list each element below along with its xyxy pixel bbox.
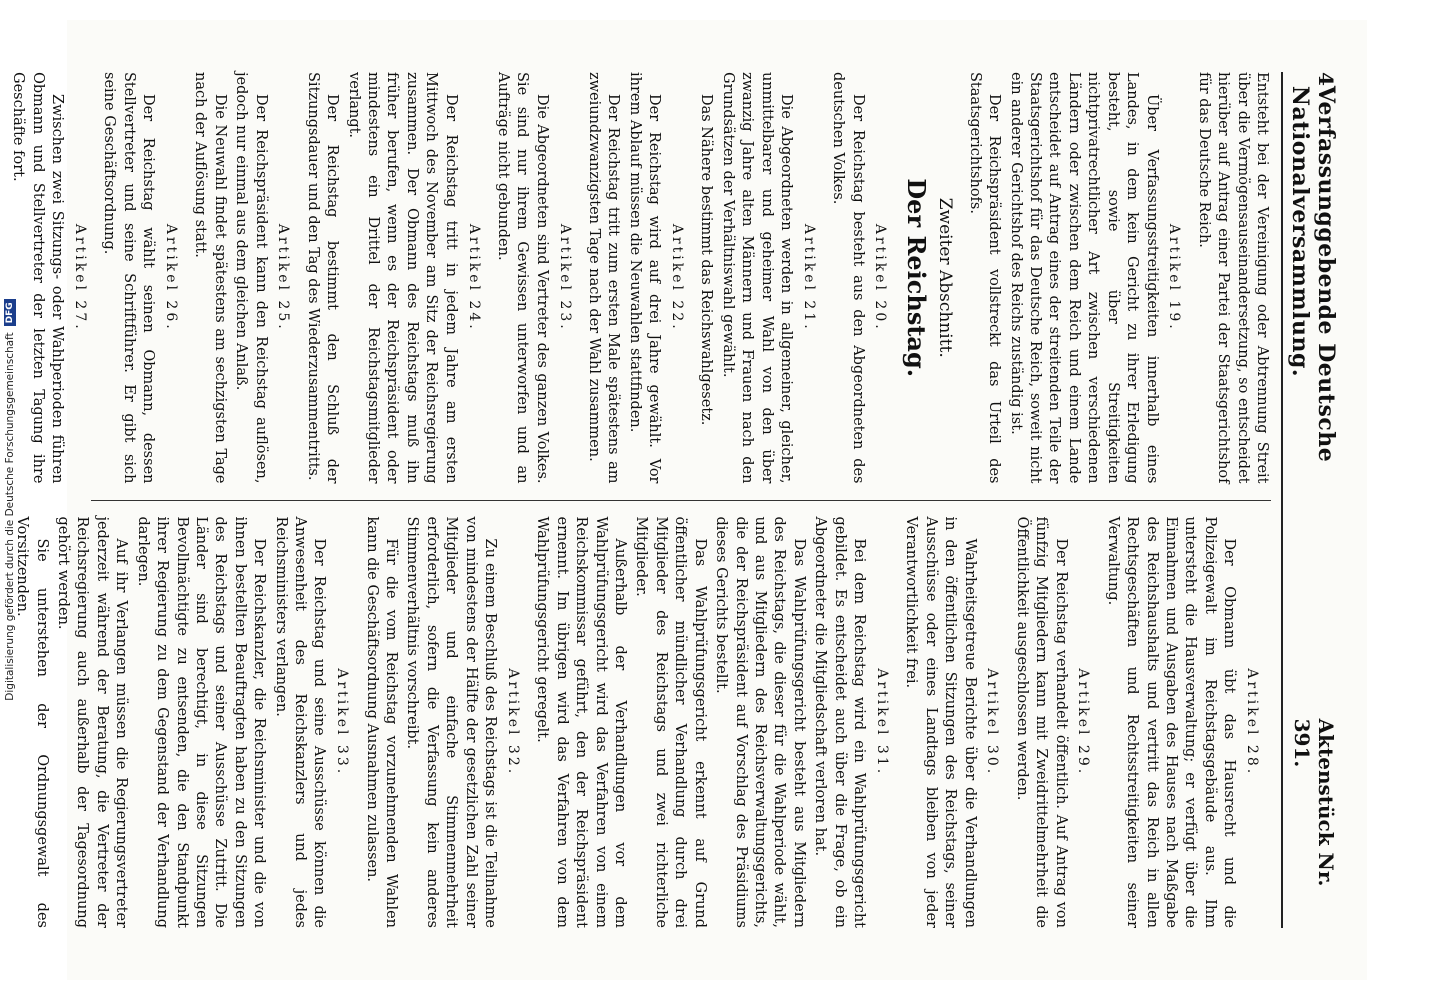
paragraph: Auf ihr Verlangen müssen die Regierungsvertreter jederzeit während der Beratung, die Vertreter der Reichsregierung auch außerhalb der Tagesordnung gehört werden. bbox=[54, 516, 130, 928]
paragraph: Der Reichstag wählt seinen Obmann, dessen Stellvertreter und seine Schriftführer. Er gibt sich seine Geschäftsordnung. bbox=[101, 72, 157, 484]
article-heading: Artikel 25. bbox=[275, 223, 292, 332]
paragraph: Entsteht bei der Vereinigung oder Abtrennung Streit über die Vermögensauseinandersetzung, so entscheidet hierüber auf Antrag einer Partei der Staatsgerichtshof für das Deutsche Reich. bbox=[1195, 72, 1270, 484]
article-heading: Artikel 22. bbox=[668, 223, 685, 332]
article-heading: Artikel 32. bbox=[504, 668, 521, 777]
paragraph: Der Reichstag wird auf drei Jahre gewählt. Vor ihrem Ablauf müssen die Neuwahlen stattfinden. bbox=[626, 72, 663, 484]
article-heading: Artikel 29. bbox=[1075, 668, 1092, 777]
paragraph: Zwischen zwei Sitzungs- oder Wahlperioden führen Obmann und Stellvertreter der letzten Tagung ihre Geschäfte fort. bbox=[10, 72, 66, 484]
paragraph: Der Reichstag und seine Ausschüsse können die Anwesenheit des Reichskanzlers und jedes Reichsministers verlangen. bbox=[272, 516, 328, 928]
paragraph: Sie unterstehen der Ordnungsgewalt des Vorsitzenden. bbox=[14, 516, 50, 928]
paragraph: Der Reichspräsident kann den Reichstag auflösen, jedoch nur einmal aus dem gleichen Anlaß. bbox=[233, 72, 269, 484]
credit-text: Digitalisierung gefördert durch die Deutsche Forschungsgemeinschaft bbox=[4, 332, 16, 701]
article-heading: Artikel 19. bbox=[1166, 223, 1183, 332]
article-heading: Artikel 31. bbox=[873, 668, 890, 777]
paragraph: Der Reichspräsident vollstreckt das Urteil des Staatsgerichtshofs. bbox=[966, 72, 1003, 484]
document-reference: Aktenstück Nr. 391. bbox=[1290, 718, 1338, 887]
paragraph: Bei dem Reichstag wird ein Wahlprüfungsgericht gebildet. Es entscheidet auch über die Frage, ob ein Abgeordneter die Mitgliedschaft verloren hat. bbox=[812, 516, 868, 928]
paragraph: Außerhalb der Verhandlungen vor dem Wahlprüfungsgericht wird das Verfahren von einem Reichskommissar geführt, den der Reichspräsident ernennt. Im übrigen wird das Verfahren von dem Wahlprüfungsgericht geregelt. bbox=[534, 516, 629, 928]
paragraph: Die Abgeordneten werden in allgemeiner, gleicher, unmittelbarer und geheimer Wahl von den über zwanzig Jahre alten Männern und Frauen nach den Grundsätzen der Verhältniswahl gewählt. bbox=[719, 72, 795, 484]
article-heading: Artikel 23. bbox=[556, 223, 573, 332]
paragraph: Für die vom Reichstag vorzunehmenden Wahlen kann die Geschäftsordnung Ausnahmen zulassen. bbox=[363, 516, 400, 928]
paragraph: Das Wahlprüfungsgericht erkennt auf Grund öffentlicher mündlicher Verhandlung durch drei Mitglieder des Reichstags und zwei richterliche Mitglieder. bbox=[633, 516, 708, 928]
article-heading: Artikel 30. bbox=[984, 668, 1001, 777]
paragraph: Der Reichstag besteht aus den Abgeordneten des deutschen Volkes. bbox=[830, 72, 866, 484]
paragraph: Das Wahlprüfungsgericht besteht aus Mitgliedern des Reichstags, die dieser für die Wahlperiode wählt, und aus Mitgliedern des Reichsverwaltungsgerichts, die der Reichspräsident auf Vorschlag des Präsidiums dieses Gerichts bestellt. bbox=[713, 516, 807, 928]
section-label: Zweiter Abschnitt. bbox=[935, 197, 956, 358]
article-heading: Artikel 24. bbox=[465, 223, 482, 332]
paragraph: Der Obmann übt das Hausrecht und die Polizeigewalt im Reichstagsgebäude aus. Ihm untersteht die Hausverwaltung; er verfügt über die Einnahmen und Ausgaben des Hauses nach Maßgabe des Reichshaushalts und vertritt das Reich in allen Rechtsgeschäften und Rechtsstreitigkeiten seiner Verwaltung. bbox=[1104, 516, 1238, 928]
article-heading: Artikel 33. bbox=[334, 668, 351, 777]
paragraph: Der Reichstag verhandelt öffentlich. Auf Antrag von fünfzig Mitgliedern kann mit Zweidrittelmehrheit die Öffentlichkeit ausgeschlossen werden. bbox=[1013, 516, 1069, 928]
column-divider bbox=[91, 500, 1271, 501]
paragraph: Die Abgeordneten sind Vertreter des ganzen Volkes. Sie sind nur ihrem Gewissen unterworfen und an Aufträge nicht gebunden. bbox=[494, 72, 550, 484]
paragraph: Der Reichstag tritt in jedem Jahre am ersten Mittwoch des November am Sitz der Reichsregierung zusammen. Der Obmann des Reichstags muß ihn früher berufen, wenn es der Reichspräsident oder mindestens ein Drittel der Reichstagsmitglieder verlangt. bbox=[345, 72, 459, 484]
paragraph: Wahrheitsgetreue Berichte über die Verhandlungen in den öffentlichen Sitzungen des Reichstags, seiner Ausschüsse oder eines Landtags bleiben von jeder Verantwortlichkeit frei. bbox=[903, 516, 978, 928]
paragraph: Der Reichstag tritt zum ersten Male spätestens am zweiundzwanzigsten Tage nach der Wahl zusammen. bbox=[585, 72, 622, 484]
page-number: 4 bbox=[1314, 72, 1338, 86]
paragraph: Der Reichskanzler, die Reichsminister und die von ihnen bestellten Beauftragten haben zu den Sitzungen des Reichstags und seiner Ausschüsse Zutritt. Die Länder sind berechtigt, in diese Sitzungen Bevollmächtigte zu entsenden, die den Standpunkt ihrer Regierung zu dem Gegenstand der Verhandlung darlegen. bbox=[134, 516, 268, 928]
paragraph: Über Verfassungsstreitigkeiten innerhalb eines Landes, in dem kein Gericht zu ihrer Erledigung besteht, sowie über Streitigkeiten nichtprivatrechtlicher Art zwischen verschiedenen Ländern oder zwischen dem Reich und einem Lande entscheidet auf Antrag eines der streitenden Teile der Staatsgerichtshof für das Deutsche Reich, soweit nicht ein anderer Gerichtshof des Reichs zuständig ist. bbox=[1007, 72, 1160, 484]
article-heading: Artikel 21. bbox=[800, 223, 817, 332]
digitization-credit bbox=[0, 0, 20, 1000]
article-heading: Artikel 26. bbox=[162, 223, 179, 332]
right-column bbox=[14, 516, 1271, 929]
section-title: Der Reichstag. bbox=[901, 178, 931, 378]
document-title: Verfassunggebende Deutsche Nationalversammlung. bbox=[1287, 85, 1339, 463]
paragraph: Das Nähere bestimmt das Reichswahlgesetz. bbox=[698, 94, 715, 426]
page-header bbox=[1281, 72, 1339, 928]
paragraph: Die Neuwahl findet spätestens am sechzigsten Tage nach der Auflösung statt. bbox=[192, 72, 228, 484]
paragraph: Zu einem Beschluß des Reichstags ist die Teilnahme von mindestens der Hälfte der gesetzlichen Zahl seiner Mitglieder und einfache Stimmenmehrheit erforderlich, sofern die Verfassung kein anderes Stimmenverhältnis vorschreibt. bbox=[404, 516, 499, 928]
paragraph: Der Reichstag bestimmt den Schluß der Sitzungsdauer und den Tag des Wiederzusammentritts. bbox=[304, 72, 341, 484]
dfg-logo: DFG bbox=[4, 299, 16, 326]
article-heading: Artikel 20. bbox=[872, 223, 889, 332]
article-heading: Artikel 28. bbox=[1244, 668, 1260, 777]
article-heading: Artikel 27. bbox=[71, 223, 88, 332]
